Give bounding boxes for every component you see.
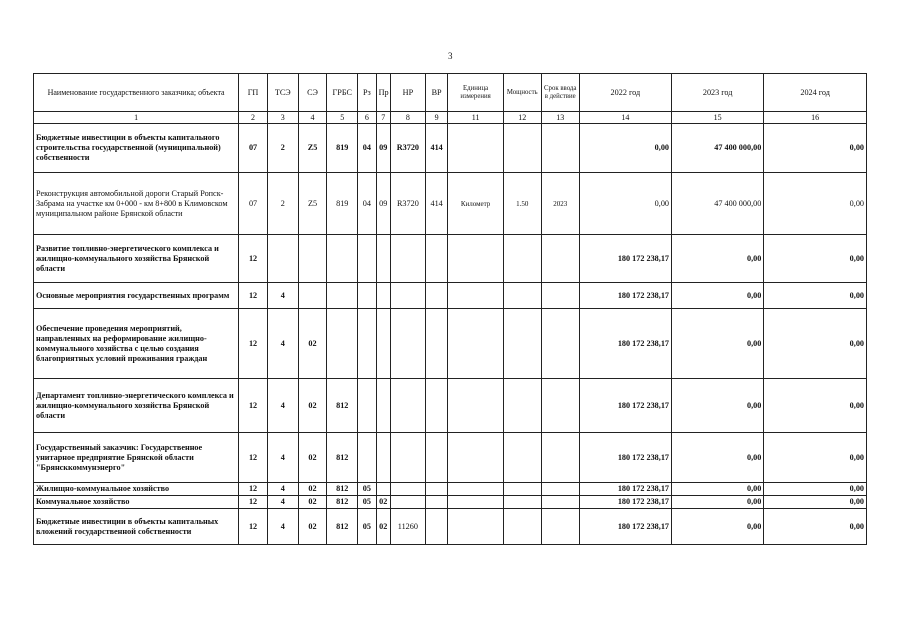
gp-cell: 12 bbox=[239, 235, 268, 283]
grbs-cell: 812 bbox=[327, 509, 358, 545]
amount-2024-cell: 0,00 bbox=[764, 173, 867, 235]
rz-cell: 04 bbox=[358, 124, 376, 173]
gp-cell: 12 bbox=[239, 309, 268, 379]
rz-cell bbox=[358, 235, 376, 283]
table-row bbox=[34, 124, 867, 173]
header-rz: Рз bbox=[358, 74, 376, 112]
amount-2023-cell: 0,00 bbox=[672, 433, 764, 483]
table-row bbox=[34, 379, 867, 433]
header-row bbox=[34, 74, 867, 112]
grbs-cell: 812 bbox=[327, 483, 358, 496]
unit-cell bbox=[448, 509, 503, 545]
amount-2022-cell: 180 172 238,17 bbox=[579, 309, 671, 379]
se-cell bbox=[298, 283, 327, 309]
object-name-cell: Реконструкция автомобильной дороги Старый Ропск-Забрама на участке км 0+000 - км 8+800 в Климовском муниципальном районе Брянской области bbox=[34, 173, 239, 235]
column-number: 7 bbox=[376, 112, 390, 124]
amount-2024-cell: 0,00 bbox=[764, 124, 867, 173]
pr-cell bbox=[376, 433, 390, 483]
unit-cell bbox=[448, 379, 503, 433]
grbs-cell bbox=[327, 309, 358, 379]
nr-cell bbox=[390, 379, 425, 433]
grbs-cell bbox=[327, 283, 358, 309]
vr-cell bbox=[425, 309, 448, 379]
amount-2024-cell: 0,00 bbox=[764, 483, 867, 496]
amount-2023-cell: 47 400 000,00 bbox=[672, 124, 764, 173]
object-name-cell: Развитие топливно-энергетического комплекса и жилищно-коммунального хозяйства Брянской области bbox=[34, 235, 239, 283]
column-number: 1 bbox=[34, 112, 239, 124]
nr-cell bbox=[390, 496, 425, 509]
se-cell: Z5 bbox=[298, 124, 327, 173]
amount-2023-cell: 0,00 bbox=[672, 509, 764, 545]
tse-cell: 2 bbox=[267, 173, 298, 235]
gp-cell: 07 bbox=[239, 173, 268, 235]
header-gp: ГП bbox=[239, 74, 268, 112]
power-cell bbox=[503, 483, 541, 496]
power-cell bbox=[503, 124, 541, 173]
unit-cell: Километр bbox=[448, 173, 503, 235]
gp-cell: 07 bbox=[239, 124, 268, 173]
rz-cell bbox=[358, 379, 376, 433]
power-cell bbox=[503, 433, 541, 483]
column-number: 16 bbox=[764, 112, 867, 124]
column-number: 3 bbox=[267, 112, 298, 124]
power-cell bbox=[503, 496, 541, 509]
table-row bbox=[34, 235, 867, 283]
budget-table bbox=[33, 73, 867, 545]
object-name-cell: Департамент топливно-энергетического комплекса и жилищно-коммунального хозяйства Брянской области bbox=[34, 379, 239, 433]
term-cell bbox=[541, 309, 579, 379]
table-row bbox=[34, 309, 867, 379]
rz-cell: 05 bbox=[358, 509, 376, 545]
nr-cell bbox=[390, 283, 425, 309]
se-cell: 02 bbox=[298, 483, 327, 496]
grbs-cell bbox=[327, 235, 358, 283]
pr-cell: 09 bbox=[376, 124, 390, 173]
amount-2022-cell: 0,00 bbox=[579, 124, 671, 173]
column-number: 6 bbox=[358, 112, 376, 124]
amount-2023-cell: 0,00 bbox=[672, 235, 764, 283]
rz-cell: 04 bbox=[358, 173, 376, 235]
power-cell bbox=[503, 309, 541, 379]
column-number-row bbox=[34, 112, 867, 124]
column-number: 13 bbox=[541, 112, 579, 124]
amount-2024-cell: 0,00 bbox=[764, 235, 867, 283]
unit-cell bbox=[448, 496, 503, 509]
term-cell bbox=[541, 509, 579, 545]
header-nr: НР bbox=[390, 74, 425, 112]
unit-cell bbox=[448, 124, 503, 173]
grbs-cell: 812 bbox=[327, 496, 358, 509]
unit-cell bbox=[448, 483, 503, 496]
header-2024: 2024 год bbox=[764, 74, 867, 112]
header-tse: ТСЭ bbox=[267, 74, 298, 112]
amount-2023-cell: 0,00 bbox=[672, 483, 764, 496]
gp-cell: 12 bbox=[239, 433, 268, 483]
term-cell bbox=[541, 124, 579, 173]
column-number: 5 bbox=[327, 112, 358, 124]
gp-cell: 12 bbox=[239, 483, 268, 496]
vr-cell: 414 bbox=[425, 124, 448, 173]
object-name-cell: Бюджетные инвестиции в объекты капитальных вложений государственной собственности bbox=[34, 509, 239, 545]
term-cell bbox=[541, 496, 579, 509]
tse-cell: 4 bbox=[267, 496, 298, 509]
amount-2022-cell: 180 172 238,17 bbox=[579, 433, 671, 483]
tse-cell: 4 bbox=[267, 483, 298, 496]
tse-cell: 4 bbox=[267, 309, 298, 379]
vr-cell bbox=[425, 379, 448, 433]
object-name-cell: Обеспечение проведения мероприятий, направленных на реформирование жилищно-коммунального хозяйства с целью создания благоприятных условий проживания граждан bbox=[34, 309, 239, 379]
pr-cell bbox=[376, 283, 390, 309]
amount-2023-cell: 0,00 bbox=[672, 283, 764, 309]
power-cell bbox=[503, 379, 541, 433]
column-number: 14 bbox=[579, 112, 671, 124]
header-se: СЭ bbox=[298, 74, 327, 112]
column-number: 12 bbox=[503, 112, 541, 124]
vr-cell bbox=[425, 433, 448, 483]
unit-cell bbox=[448, 433, 503, 483]
pr-cell: 02 bbox=[376, 509, 390, 545]
amount-2023-cell: 0,00 bbox=[672, 309, 764, 379]
amount-2024-cell: 0,00 bbox=[764, 309, 867, 379]
amount-2022-cell: 180 172 238,17 bbox=[579, 509, 671, 545]
pr-cell bbox=[376, 235, 390, 283]
amount-2024-cell: 0,00 bbox=[764, 433, 867, 483]
table-row bbox=[34, 433, 867, 483]
se-cell: 02 bbox=[298, 496, 327, 509]
amount-2022-cell: 0,00 bbox=[579, 173, 671, 235]
amount-2022-cell: 180 172 238,17 bbox=[579, 496, 671, 509]
amount-2024-cell: 0,00 bbox=[764, 283, 867, 309]
rz-cell bbox=[358, 283, 376, 309]
se-cell bbox=[298, 235, 327, 283]
nr-cell bbox=[390, 235, 425, 283]
object-name-cell: Основные мероприятия государственных программ bbox=[34, 283, 239, 309]
tse-cell: 2 bbox=[267, 124, 298, 173]
nr-cell: R3720 bbox=[390, 124, 425, 173]
unit-cell bbox=[448, 309, 503, 379]
tse-cell: 4 bbox=[267, 509, 298, 545]
amount-2023-cell: 47 400 000,00 bbox=[672, 173, 764, 235]
vr-cell bbox=[425, 483, 448, 496]
vr-cell bbox=[425, 509, 448, 545]
vr-cell bbox=[425, 496, 448, 509]
column-number: 11 bbox=[448, 112, 503, 124]
column-number: 9 bbox=[425, 112, 448, 124]
tse-cell bbox=[267, 235, 298, 283]
header-vr: ВР bbox=[425, 74, 448, 112]
power-cell bbox=[503, 283, 541, 309]
amount-2022-cell: 180 172 238,17 bbox=[579, 283, 671, 309]
term-cell bbox=[541, 483, 579, 496]
grbs-cell: 812 bbox=[327, 379, 358, 433]
amount-2022-cell: 180 172 238,17 bbox=[579, 483, 671, 496]
gp-cell: 12 bbox=[239, 496, 268, 509]
pr-cell: 02 bbox=[376, 496, 390, 509]
header-grbs: ГРБС bbox=[327, 74, 358, 112]
nr-cell: R3720 bbox=[390, 173, 425, 235]
header-2023: 2023 год bbox=[672, 74, 764, 112]
table-row bbox=[34, 283, 867, 309]
page-number: 3 bbox=[448, 51, 453, 61]
pr-cell: 09 bbox=[376, 173, 390, 235]
power-cell: 1.50 bbox=[503, 173, 541, 235]
gp-cell: 12 bbox=[239, 283, 268, 309]
se-cell: 02 bbox=[298, 309, 327, 379]
column-number: 8 bbox=[390, 112, 425, 124]
object-name-cell: Бюджетные инвестиции в объекты капитального строительства государственной (муниципальной) собственности bbox=[34, 124, 239, 173]
header-term: Срок ввода в действие bbox=[541, 74, 579, 112]
object-name-cell: Коммунальное хозяйство bbox=[34, 496, 239, 509]
tse-cell: 4 bbox=[267, 283, 298, 309]
grbs-cell: 819 bbox=[327, 173, 358, 235]
rz-cell: 05 bbox=[358, 483, 376, 496]
amount-2022-cell: 180 172 238,17 bbox=[579, 235, 671, 283]
term-cell bbox=[541, 283, 579, 309]
amount-2024-cell: 0,00 bbox=[764, 496, 867, 509]
rz-cell: 05 bbox=[358, 496, 376, 509]
header-2022: 2022 год bbox=[579, 74, 671, 112]
amount-2023-cell: 0,00 bbox=[672, 496, 764, 509]
header-pr: Пр bbox=[376, 74, 390, 112]
table-row bbox=[34, 483, 867, 496]
term-cell bbox=[541, 235, 579, 283]
amount-2024-cell: 0,00 bbox=[764, 509, 867, 545]
rz-cell bbox=[358, 309, 376, 379]
vr-cell: 414 bbox=[425, 173, 448, 235]
se-cell: 02 bbox=[298, 433, 327, 483]
table-row bbox=[34, 173, 867, 235]
tse-cell: 4 bbox=[267, 433, 298, 483]
amount-2023-cell: 0,00 bbox=[672, 379, 764, 433]
amount-2022-cell: 180 172 238,17 bbox=[579, 379, 671, 433]
power-cell bbox=[503, 235, 541, 283]
header-name: Наименование государственного заказчика; объекта bbox=[34, 74, 239, 112]
column-number: 4 bbox=[298, 112, 327, 124]
amount-2024-cell: 0,00 bbox=[764, 379, 867, 433]
table-row bbox=[34, 496, 867, 509]
se-cell: 02 bbox=[298, 379, 327, 433]
unit-cell bbox=[448, 235, 503, 283]
power-cell bbox=[503, 509, 541, 545]
tse-cell: 4 bbox=[267, 379, 298, 433]
pr-cell bbox=[376, 309, 390, 379]
unit-cell bbox=[448, 283, 503, 309]
grbs-cell: 819 bbox=[327, 124, 358, 173]
nr-cell bbox=[390, 433, 425, 483]
nr-cell bbox=[390, 309, 425, 379]
vr-cell bbox=[425, 235, 448, 283]
object-name-cell: Жилищно-коммунальное хозяйство bbox=[34, 483, 239, 496]
nr-cell bbox=[390, 483, 425, 496]
term-cell bbox=[541, 379, 579, 433]
object-name-cell: Государственный заказчик: Государственное унитарное предприятие Брянской области "Брянсккоммунэнерго" bbox=[34, 433, 239, 483]
se-cell: 02 bbox=[298, 509, 327, 545]
pr-cell bbox=[376, 379, 390, 433]
column-number: 2 bbox=[239, 112, 268, 124]
column-number: 15 bbox=[672, 112, 764, 124]
gp-cell: 12 bbox=[239, 379, 268, 433]
header-unit: Единица измерения bbox=[448, 74, 503, 112]
nr-cell: 11260 bbox=[390, 509, 425, 545]
table-row bbox=[34, 509, 867, 545]
vr-cell bbox=[425, 283, 448, 309]
rz-cell bbox=[358, 433, 376, 483]
term-cell: 2023 bbox=[541, 173, 579, 235]
se-cell: Z5 bbox=[298, 173, 327, 235]
gp-cell: 12 bbox=[239, 509, 268, 545]
grbs-cell: 812 bbox=[327, 433, 358, 483]
pr-cell bbox=[376, 483, 390, 496]
header-power: Мощность bbox=[503, 74, 541, 112]
term-cell bbox=[541, 433, 579, 483]
